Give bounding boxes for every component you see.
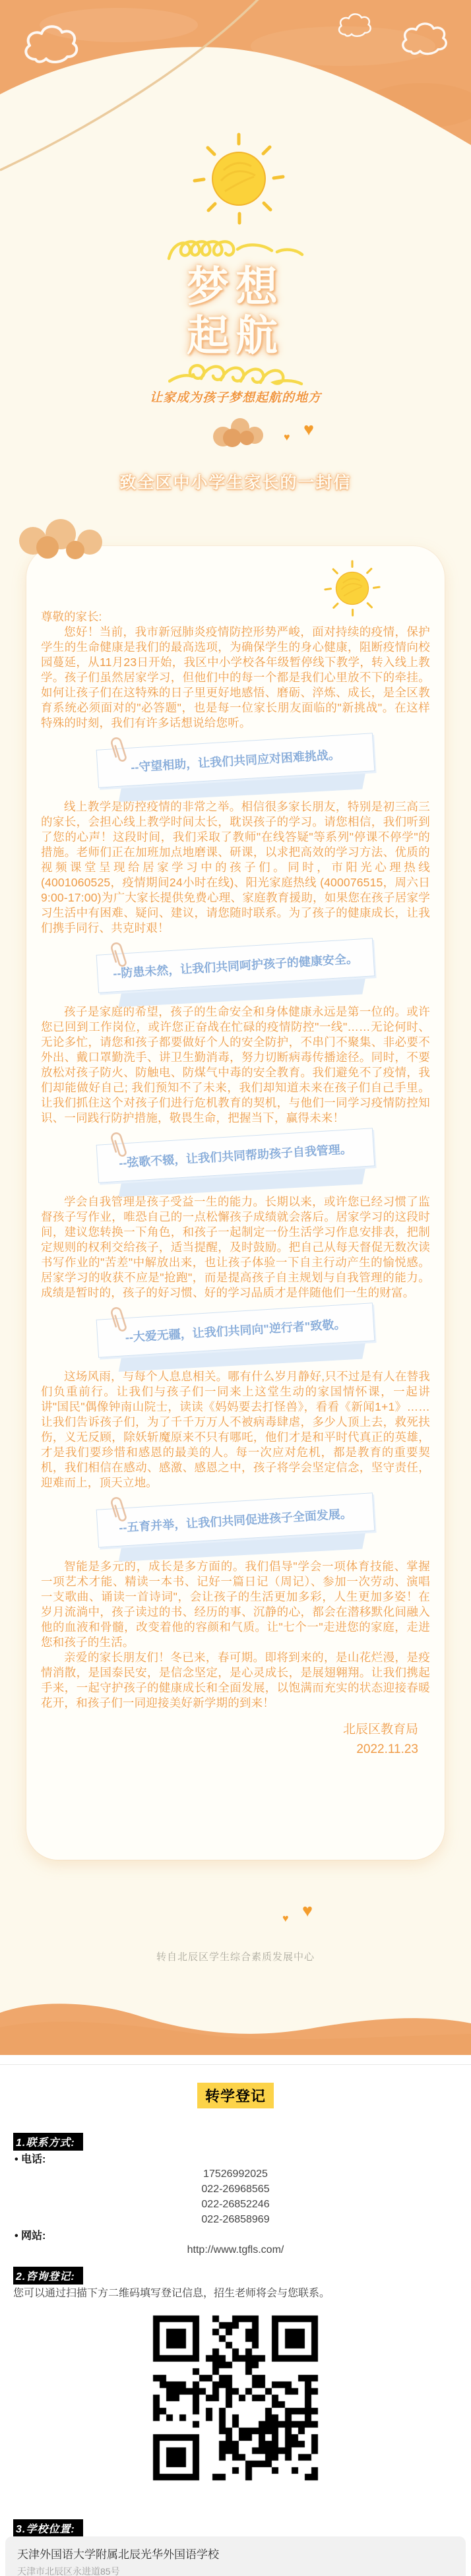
phone-number: 022-26858969 xyxy=(201,2214,270,2225)
credit-line: 转自北辰区学生综合素质发展中心 xyxy=(156,1951,315,1963)
heart-icon: ♥ xyxy=(303,419,315,439)
paperclip-icon xyxy=(106,1129,131,1161)
heart-icon: ♥ xyxy=(284,432,290,443)
page-subtitle: 让家成为孩子梦想起航的地方 xyxy=(149,391,321,405)
location-label: 3.学校位置: xyxy=(13,2519,83,2537)
page-title xyxy=(0,262,471,360)
quote-banner xyxy=(97,946,374,987)
cloud-decor-icon xyxy=(17,514,110,562)
sun-icon xyxy=(322,558,383,619)
letter-paragraph: 亲爱的家长朋友们！冬已来，春可期。即将到来的，是山花烂漫，是疫情消散，是国泰民安，是信念坚定，是心灵成长，是展翅翱翔。让我们携起手来，一起守护孩子的健康成长和全面发展，以饱满而充实的状态迎接春暖花开，和孩子们一同迎接美好新学期的到来！ xyxy=(41,1651,430,1709)
letter-paragraph: 这场风雨，与每个人息息相关。哪有什么岁月静好,只不过是有人在替我们负重前行。让我们与孩子们一同来上这堂生动的家国情怀课，一起讲讲"国民"偶像钟南山院士，读读《妈妈要去打怪兽》，看看《新闻1+1》……让我们告诉孩子们，为了千千万万人不被病毒肆虐，多少人顶上去，救死扶伤，义无反顾，除妖斩魔原来不只有哪吒，他们才是和平时代真正的英雄，才是我们要珍惜和感恩的最美的人。每一次应对危机，都是教育的重要契机，我们相信在感动、感激、感恩之中，孩子将学会坚定信念，坚守责任，迎难而上，顶天立地。 xyxy=(41,1370,430,1489)
section-divider xyxy=(0,2064,471,2065)
phone-number: 17526992025 xyxy=(203,2168,268,2180)
banner-text: --五育并举，让我们共同促进孩子全面发展。 xyxy=(118,1507,353,1535)
website-row xyxy=(0,2242,471,2257)
sun-icon xyxy=(189,129,288,228)
transfer-title-row xyxy=(0,2083,471,2108)
squiggle-line-top xyxy=(166,232,305,264)
website-label: • 网站: xyxy=(15,2230,46,2242)
quote-banner xyxy=(97,741,374,782)
banner-text: --大爱无疆，让我们共同向"逆行者"致敬。 xyxy=(125,1317,346,1345)
letter-greeting: 尊敬的家长: xyxy=(41,610,102,623)
school-location-card[interactable] xyxy=(5,2536,466,2576)
quote-banner xyxy=(97,1311,374,1352)
paperclip-icon xyxy=(106,939,131,971)
squiggle-line-bottom xyxy=(168,359,303,386)
signature-block xyxy=(41,1720,430,1760)
phone-label: • 电话: xyxy=(15,2154,46,2165)
quote-banner xyxy=(97,1501,374,1542)
hill-watercolor-illustration xyxy=(0,1996,471,2055)
website-link[interactable]: http://www.tgfls.com/ xyxy=(187,2244,284,2255)
signature: 北辰区教育局 xyxy=(342,1723,418,1736)
phone-number: 022-26968565 xyxy=(201,2184,270,2195)
letter-paragraph: 线上教学是防控疫情的非常之举。相信很多家长朋友，特别是初三高三的家长，会担心线上教学时间太长，耽误孩子的学习。请您相信，我们听到了您的心声！这段时间，我们采取了教师"在线答疑"等系列"停课不停学"的措施。老师们正在加班加点地磨课、研课，以求把高效的学习方法、优质的视频课堂呈现给居家学习中的孩子们。同时，市阳光心理热线(4001060525，疫情期间24小时在线)、阳光家庭热线 (400076515，周六日9:00-17:00)为广大家长提供免费心理、家庭教育援助，如果您在孩子居家学习生活中有困难、疑问、建议，请您随时联系。为了孩子的健康成长，让我们携手同行、共克时艰！ xyxy=(41,800,430,935)
heart-icon: ♥ xyxy=(282,1913,289,1924)
letter-header: 致全区中小学生家长的一封信 xyxy=(119,474,352,492)
paperclip-icon xyxy=(106,1494,131,1525)
register-label: 2.咨询登记: xyxy=(13,2267,83,2285)
phone-number: 022-26852246 xyxy=(201,2199,270,2210)
quote-banner xyxy=(97,1136,374,1177)
paperclip-icon xyxy=(106,734,131,766)
letter-card xyxy=(26,546,445,1860)
phone-list xyxy=(0,2166,471,2227)
transfer-title: 转学登记 xyxy=(197,2083,274,2108)
banner-text: --弦歌不辍，让我们共同帮助孩子自我管理。 xyxy=(118,1142,353,1170)
school-address: 天津市北辰区永进道85号 xyxy=(17,2566,120,2576)
heart-icon: ♥ xyxy=(302,1901,313,1920)
letter-paragraph: 学会自我管理是孩子受益一生的能力。长期以来，或许您已经习惯了监督孩子写作业，唯恐自己的一点松懈孩子成绩就会落后。居家学习的这段时间，建议您转换一下角色，和孩子一起制定一份生活学习作息安排表，把制定规则的权利交给孩子，适当提醒，及时鼓励。把自己从每天督促无数次读书写作业的"苦差"中解放出来，也让孩子体验一下自主行动产生的愉悦感。居家学习的收获不应是"抢跑"，而是提高孩子自主规划与自我管理的能力。成绩是暂时的，孩子的好习惯、好的学习品质才是伴随他们一生的财富。 xyxy=(41,1195,430,1299)
contact-label: 1.联系方式: xyxy=(13,2133,83,2151)
banner-text: --防患未然，让我们共同呵护孩子的健康安全。 xyxy=(112,952,359,981)
title-line-1: 梦想 xyxy=(187,263,284,311)
letter-paragraph: 智能是多元的，成长是多方面的。我们倡导"学会一项体育技能、掌握一项艺术才能、精读一本书、记好一篇日记（周记）、参加一次劳动、演唱一支歌曲、诵读一首诗词"，会让孩子的生活更加多彩，人生更加多姿！在岁月流淌中，孩子读过的书、经历的事、沉静的心，都会在潜移默化间融入他的血液和骨髓，改变着他的容颜和气质。让"七个一"走进您的家庭，走进您和孩子的生活。 xyxy=(41,1560,430,1649)
register-note: 您可以通过扫描下方二维码填写登记信息，招生老师将会与您联系。 xyxy=(13,2288,330,2299)
school-name: 天津外国语大学附属北辰光华外国语学校 xyxy=(17,2548,219,2561)
banner-text: --守望相助，让我们共同应对困难挑战。 xyxy=(130,748,341,774)
cloud-decor-icon xyxy=(211,417,267,450)
letter-paragraph: 孩子是家庭的希望，孩子的生命安全和身体健康永远是第一位的。或许您已回到工作岗位，或许您正奋战在忙碌的疫情防控"一线"……无论何时、无论多忙，请您和孩子都要做好个人的安全防护，不串门不聚集、非必要不外出、戴口罩勤洗手、讲卫生勤消毒，努力切断病毒传播途径。同时，不要放松对孩子防火、防触电、防煤气中毒的安全教育。我们避免不了疫情，我们却能做好自己; 我们预知不了未来，我们却知道未来在孩子们自己手里。让我们抓住这个对孩子们进行危机教育的契机，与他们一同学习疫情防控知识、一同践行防护措施，敬畏生命，把握当下，赢得未来！ xyxy=(41,1005,430,1124)
signature-date: 2022.11.23 xyxy=(356,1742,418,1756)
registration-qr-code xyxy=(141,2303,330,2493)
paperclip-icon xyxy=(106,1304,131,1335)
letter-paragraph: 您好！当前，我市新冠肺炎疫情防控形势严峻，面对持续的疫情，保护学生的生命健康是我们的最高选项，为确保学生的身心健康，阻断疫情向校园蔓延，从11月23日开始，我区中小学校各年级暂停线下教学，转入线上教学。孩子们虽然居家学习，但他们中的每一个都是我们心里放不下的牵挂。如何让孩子们在这特殊的日子里更好地感悟、磨砺、淬炼、成长，是全区教育系统必须面对的"必答题"，也是每一位家长朋友面临的"新挑战"。在这样特殊的时刻，我们有许多话想说给您听。 xyxy=(41,625,430,729)
title-line-2: 起航 xyxy=(187,312,284,359)
